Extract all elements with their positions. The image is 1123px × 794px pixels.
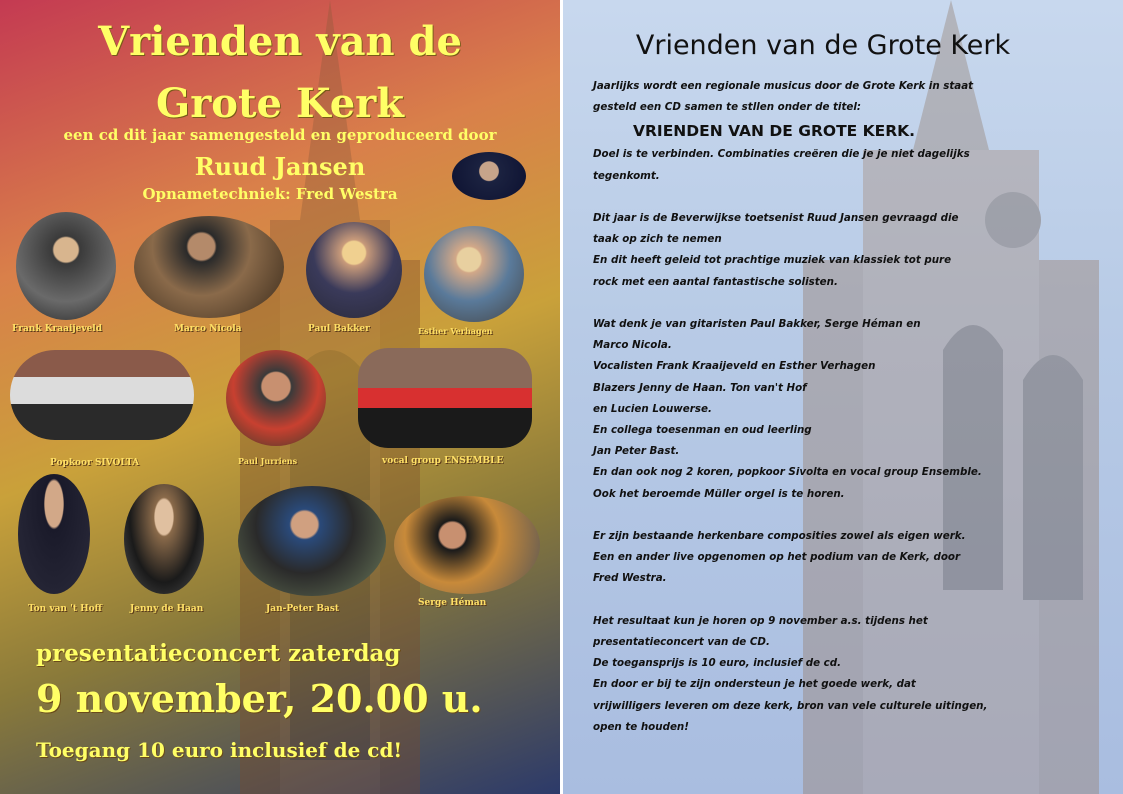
photo-serge-heman: [394, 496, 540, 594]
producer-photo: [452, 152, 526, 200]
photo-jenny-de-haan: [124, 484, 204, 594]
body-line: En dan ook nog 2 koren, popkoor Sivolta en vocal group Ensemble.: [593, 466, 982, 479]
flyer-subtitle: een cd dit jaar samengesteld en geproduceerd door: [63, 126, 497, 144]
body-line: En dit heeft geleid tot prachtige muziek van klassiek tot pure: [593, 254, 952, 267]
caption-serge: Serge Héman: [418, 598, 487, 608]
flyer-right-panel: [563, 0, 1123, 794]
photo-popkoor-sivolta: [10, 350, 194, 440]
photo-frank-kraaijeveld: [16, 212, 116, 320]
caption-marco: Marco Nicola: [174, 324, 242, 334]
photo-marco-nicola: [134, 216, 284, 318]
caption-paul-bakker: Paul Bakker: [308, 324, 370, 334]
photo-ton-van-t-hoff: [18, 474, 90, 594]
article-body: [593, 76, 1043, 738]
body-line: Het resultaat kun je horen op 9 november a.s. tijdens het: [593, 614, 928, 627]
concert-admission: Toegang 10 euro inclusief de cd!: [36, 738, 403, 762]
caption-jan-peter: Jan-Peter Bast: [266, 604, 340, 614]
concert-line1: presentatieconcert zaterdag: [36, 640, 401, 667]
body-line: taak op zich te nemen: [593, 233, 722, 246]
body-line: Vocalisten Frank Kraaijeveld en Esther Verhagen: [593, 360, 876, 373]
body-line: en Lucien Louwerse.: [593, 402, 712, 415]
caption-ensemble: vocal group ENSEMBLE: [382, 456, 504, 466]
body-line: Doel is te verbinden. Combinaties creëren die je je niet dagelijks: [593, 148, 970, 161]
body-line: Jan Peter Bast.: [593, 445, 680, 458]
body-line: Jaarlijks wordt een regionale musicus door de Grote Kerk in staat: [593, 80, 974, 92]
body-line: gesteld een CD samen te stllen onder de titel:: [593, 101, 862, 114]
body-line: En door er bij te zijn ondersteun je het goede werk, dat: [593, 678, 916, 691]
body-line: Dit jaar is de Beverwijkse toetsenist Ruud Jansen gevraagd die: [593, 212, 959, 224]
body-line: rock met een aantal fantastische solisten.: [593, 275, 838, 288]
body-line: Er zijn bestaande herkenbare composities zowel als eigen werk.: [593, 530, 966, 543]
photo-esther-verhagen: [424, 226, 524, 322]
body-line: Een en ander live opgenomen op het podium van de Kerk, door: [593, 551, 961, 564]
body-line: Wat denk je van gitaristen Paul Bakker, Serge Héman en: [593, 318, 921, 330]
caption-paul-jurriens: Paul Jurriens: [238, 456, 298, 466]
body-line: En collega toesenman en oud leerling: [593, 424, 812, 437]
caption-frank: Frank Kraaijeveld: [12, 324, 103, 334]
cd-title-heading: VRIENDEN VAN DE GROTE KERK.: [633, 122, 916, 141]
recording-engineer: Opnametechniek: Fred Westra: [142, 185, 398, 203]
page-title: Vrienden van de Grote Kerk: [635, 30, 1011, 61]
flyer-title-line2: Grote Kerk: [156, 80, 404, 127]
body-line: tegenkomt.: [593, 169, 660, 182]
caption-ton: Ton van 't Hoff: [28, 604, 103, 614]
caption-esther: Esther Verhagen: [418, 326, 493, 336]
caption-jenny: Jenny de Haan: [130, 604, 204, 614]
body-line: Fred Westra.: [593, 572, 667, 585]
body-line: De toegansprijs is 10 euro, inclusief de cd.: [593, 657, 842, 670]
photo-paul-jurriens: [226, 350, 326, 446]
body-line: Ook het beroemde Müller orgel is te horen.: [593, 487, 845, 500]
body-line: Blazers Jenny de Haan. Ton van't Hof: [593, 381, 807, 394]
flyer-left-panel: [0, 0, 560, 794]
photo-vocal-group-ensemble: [358, 348, 532, 448]
body-line: presentatieconcert van de CD.: [593, 636, 770, 649]
producer-name: Ruud Jansen: [194, 152, 366, 181]
photo-jan-peter-bast: [238, 486, 386, 596]
body-line: vrijwilligers leveren om deze kerk, bron van vele culturele uitingen,: [593, 699, 988, 712]
concert-date: 9 november, 20.00 u.: [36, 676, 483, 721]
body-line: Marco Nicola.: [593, 339, 672, 352]
flyer-title-line1: Vrienden van de: [98, 18, 462, 65]
caption-popkoor: Popkoor SIVOLTA: [50, 458, 140, 468]
body-line: open te houden!: [593, 720, 689, 733]
photo-paul-bakker: [306, 222, 402, 318]
